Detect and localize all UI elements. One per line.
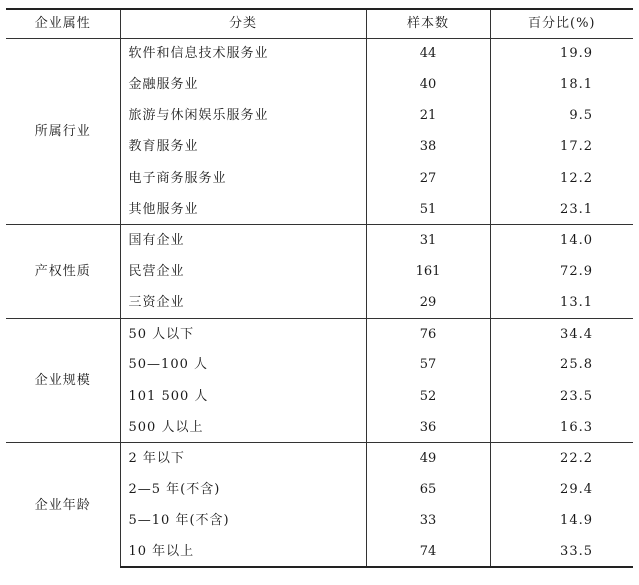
category-cell: 500 人以上 <box>120 412 366 443</box>
category-cell: 软件和信息技术服务业 <box>120 38 366 69</box>
sample-count-cell: 49 <box>366 443 490 474</box>
table-row <box>6 318 633 349</box>
category-cell: 旅游与休闲娱乐服务业 <box>120 100 366 131</box>
category-cell: 金融服务业 <box>120 69 366 100</box>
sample-count-cell: 40 <box>366 69 490 100</box>
category-cell: 2 年以下 <box>120 443 366 474</box>
category-cell: 电子商务服务业 <box>120 163 366 194</box>
sample-count-cell: 52 <box>366 381 490 412</box>
sample-count-cell: 38 <box>366 131 490 162</box>
table-row <box>6 443 633 474</box>
category-cell: 教育服务业 <box>120 131 366 162</box>
sample-distribution-table <box>6 8 633 568</box>
percent-cell: 22.2 <box>490 443 633 474</box>
percent-cell: 14.0 <box>490 225 633 256</box>
attribute-cell: 企业年龄 <box>6 443 120 568</box>
percent-cell: 72.9 <box>560 264 593 280</box>
attribute-cell: 企业规模 <box>6 318 120 443</box>
percent-cell: 33.5 <box>490 536 633 567</box>
sample-count-cell: 33 <box>366 505 490 536</box>
header-sample-count: 样本数 <box>366 9 490 38</box>
percent-cell: 25.8 <box>560 357 593 373</box>
sample-count-cell: 21 <box>366 100 490 131</box>
header-category: 分类 <box>120 9 366 38</box>
header-row <box>6 9 633 38</box>
category-cell: 民营企业 <box>120 256 366 287</box>
header-attribute: 企业属性 <box>6 9 120 38</box>
percent-cell: 19.9 <box>490 38 633 69</box>
sample-count-cell: 65 <box>366 474 490 505</box>
sample-count-cell: 44 <box>366 38 490 69</box>
sample-count-cell: 29 <box>366 287 490 318</box>
table-row <box>6 38 633 69</box>
sample-count-cell: 51 <box>366 194 490 225</box>
category-cell: 101 500 人 <box>120 381 366 412</box>
sample-count-cell: 36 <box>366 412 490 443</box>
sample-count-cell: 74 <box>366 536 490 567</box>
percent-cell: 34.4 <box>490 318 633 349</box>
percent-cell: 9.5 <box>569 108 593 124</box>
percent-cell: 14.9 <box>560 513 593 529</box>
category-cell: 5—10 年(不含) <box>120 505 366 536</box>
sample-count-cell: 57 <box>366 349 490 380</box>
category-cell: 其他服务业 <box>120 194 366 225</box>
percent-cell: 29.4 <box>560 482 593 498</box>
attribute-cell: 所属行业 <box>6 38 120 225</box>
percent-cell: 18.1 <box>560 77 593 93</box>
percent-cell: 17.2 <box>560 139 593 155</box>
table-row <box>6 225 633 256</box>
sample-count-cell: 161 <box>366 256 490 287</box>
attribute-cell: 产权性质 <box>6 225 120 318</box>
header-percent: 百分比(%) <box>490 9 633 38</box>
sample-count-cell: 31 <box>366 225 490 256</box>
percent-cell: 23.5 <box>560 388 593 404</box>
percent-cell: 12.2 <box>560 170 593 186</box>
category-cell: 2—5 年(不含) <box>120 474 366 505</box>
percent-cell: 23.1 <box>560 201 593 217</box>
table-header <box>6 9 633 38</box>
category-cell: 50 人以下 <box>120 318 366 349</box>
category-cell: 10 年以上 <box>120 536 366 567</box>
sample-count-cell: 76 <box>366 318 490 349</box>
category-cell: 三资企业 <box>120 287 366 318</box>
category-cell: 50—100 人 <box>120 349 366 380</box>
table-body <box>6 38 633 567</box>
category-cell: 国有企业 <box>120 225 366 256</box>
percent-cell: 16.3 <box>560 419 593 435</box>
percent-cell: 13.1 <box>560 294 593 310</box>
sample-count-cell: 27 <box>366 163 490 194</box>
